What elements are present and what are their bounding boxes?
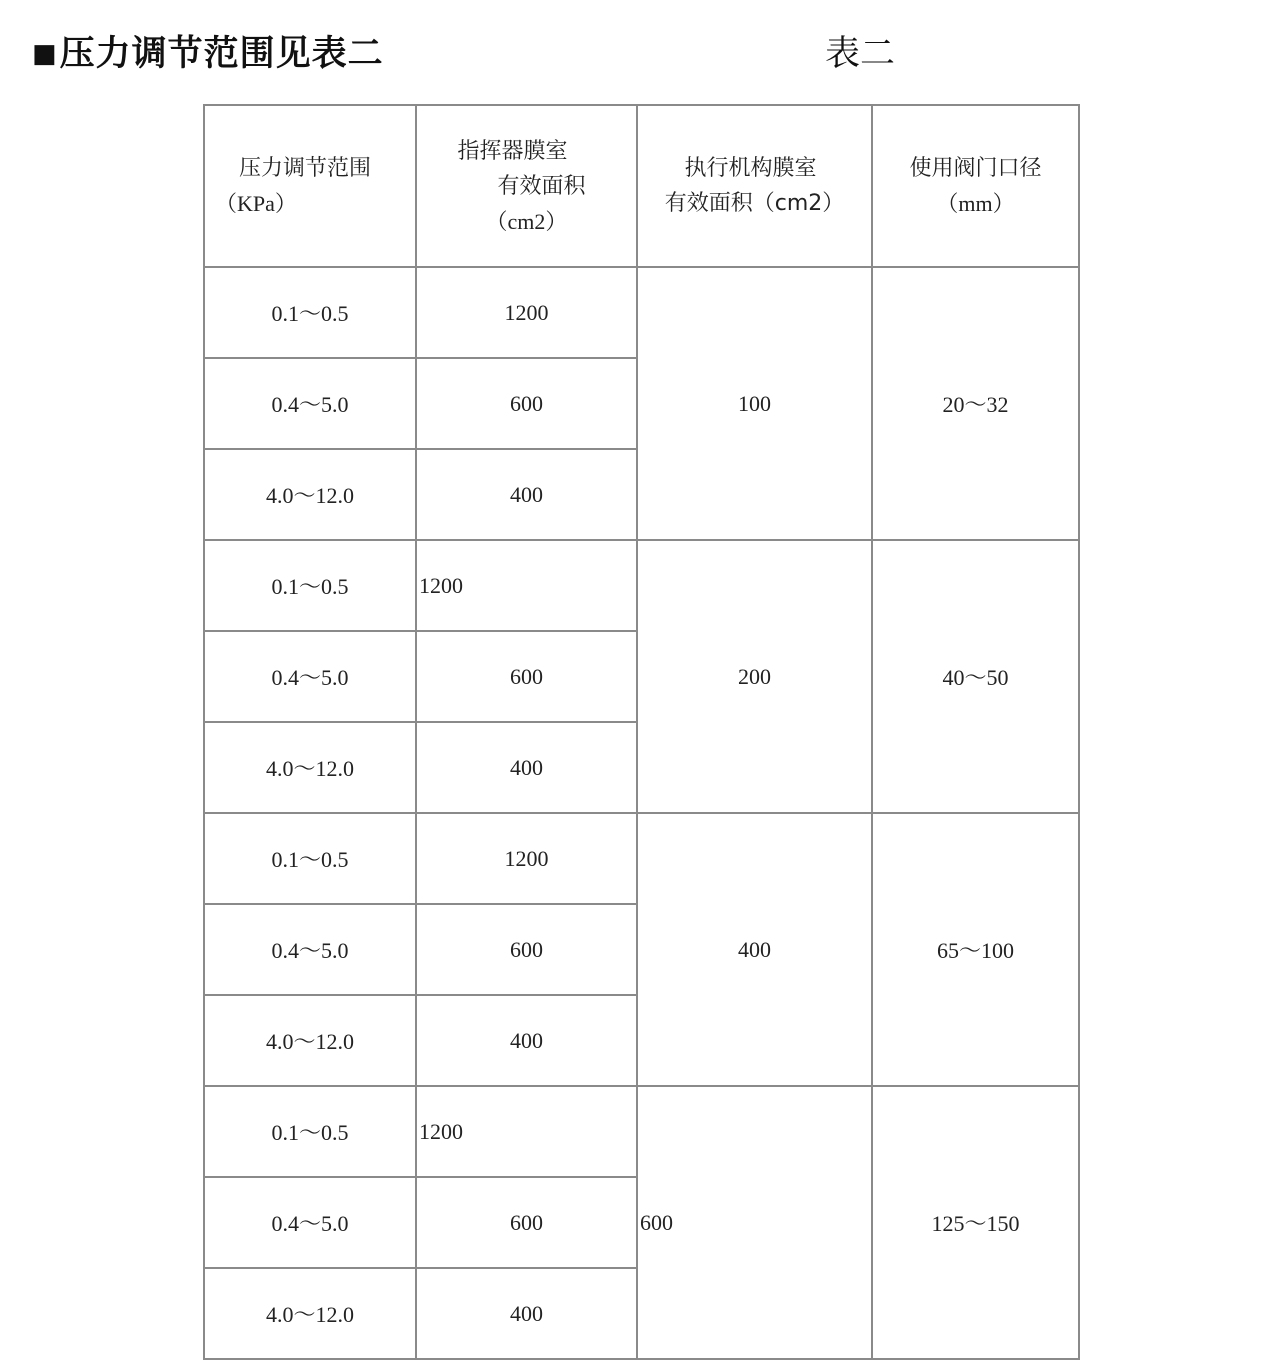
actuator-area-cell: 100	[637, 267, 872, 540]
header-pressure-range-line1: 压力调节范围	[239, 156, 372, 181]
pilot-area-cell: 1200	[416, 540, 637, 631]
header-pilot-area-line1: 指挥器膜室	[457, 138, 568, 164]
table-header-row	[204, 105, 1079, 267]
header-actuator-area-line1: 执行机构膜室	[684, 156, 817, 181]
pilot-area-cell: 600	[416, 358, 637, 449]
pressure-range-cell: 0.4～5.0	[204, 904, 416, 995]
pilot-area-cell: 400	[416, 995, 637, 1086]
pilot-area-cell: 1200	[416, 267, 637, 358]
header-valve-size-unit: （mm）	[936, 191, 1015, 216]
actuator-area-cell: 200	[637, 540, 872, 813]
valve-size-cell: 40～50	[872, 540, 1079, 813]
pressure-range-cell: 4.0～12.0	[204, 1268, 416, 1359]
header-pressure-range-unit: （KPa）	[215, 191, 297, 216]
pressure-range-cell: 4.0～12.0	[204, 722, 416, 813]
pilot-area-cell: 600	[416, 1177, 637, 1268]
pilot-area-cell: 1200	[416, 1086, 637, 1177]
header-pilot-area-line2: 有效面积	[497, 173, 586, 199]
section-heading	[32, 30, 384, 78]
header-valve-size-line1: 使用阀门口径	[909, 156, 1042, 181]
header-pressure-range	[204, 105, 416, 267]
table-row	[204, 267, 1079, 358]
pilot-area-cell: 400	[416, 722, 637, 813]
pressure-range-cell: 0.1～0.5	[204, 540, 416, 631]
section-heading-text: 压力调节范围见表二	[59, 34, 384, 74]
pressure-range-cell: 0.1～0.5	[204, 813, 416, 904]
table-row	[204, 540, 1079, 631]
table-row	[204, 1086, 1079, 1177]
valve-size-cell: 125～150	[872, 1086, 1079, 1359]
valve-size-cell: 65～100	[872, 813, 1079, 1086]
pressure-range-cell: 0.4～5.0	[204, 1177, 416, 1268]
header-pilot-area	[416, 105, 637, 267]
actuator-area-cell: 400	[637, 813, 872, 1086]
pressure-range-cell: 4.0～12.0	[204, 449, 416, 540]
pilot-area-cell: 400	[416, 1268, 637, 1359]
pilot-area-cell: 600	[416, 904, 637, 995]
pressure-range-cell: 0.4～5.0	[204, 358, 416, 449]
table-row	[204, 813, 1079, 904]
pressure-range-cell: 0.4～5.0	[204, 631, 416, 722]
pressure-range-table	[203, 104, 1080, 1360]
pressure-range-cell: 0.1～0.5	[204, 267, 416, 358]
header-pilot-area-unit: （cm2）	[485, 208, 568, 234]
header-actuator-area-line2: 有效面积（cm2）	[664, 191, 845, 216]
header-actuator-area	[637, 105, 872, 267]
actuator-area-cell: 600	[637, 1086, 872, 1359]
pressure-range-cell: 4.0～12.0	[204, 995, 416, 1086]
pilot-area-cell: 400	[416, 449, 637, 540]
pressure-range-cell: 0.1～0.5	[204, 1086, 416, 1177]
valve-size-cell: 20～32	[872, 267, 1079, 540]
square-bullet-icon: ■	[32, 39, 58, 69]
table-title: 表二	[825, 34, 896, 74]
pilot-area-cell: 1200	[416, 813, 637, 904]
pilot-area-cell: 600	[416, 631, 637, 722]
header-valve-size	[872, 105, 1079, 267]
